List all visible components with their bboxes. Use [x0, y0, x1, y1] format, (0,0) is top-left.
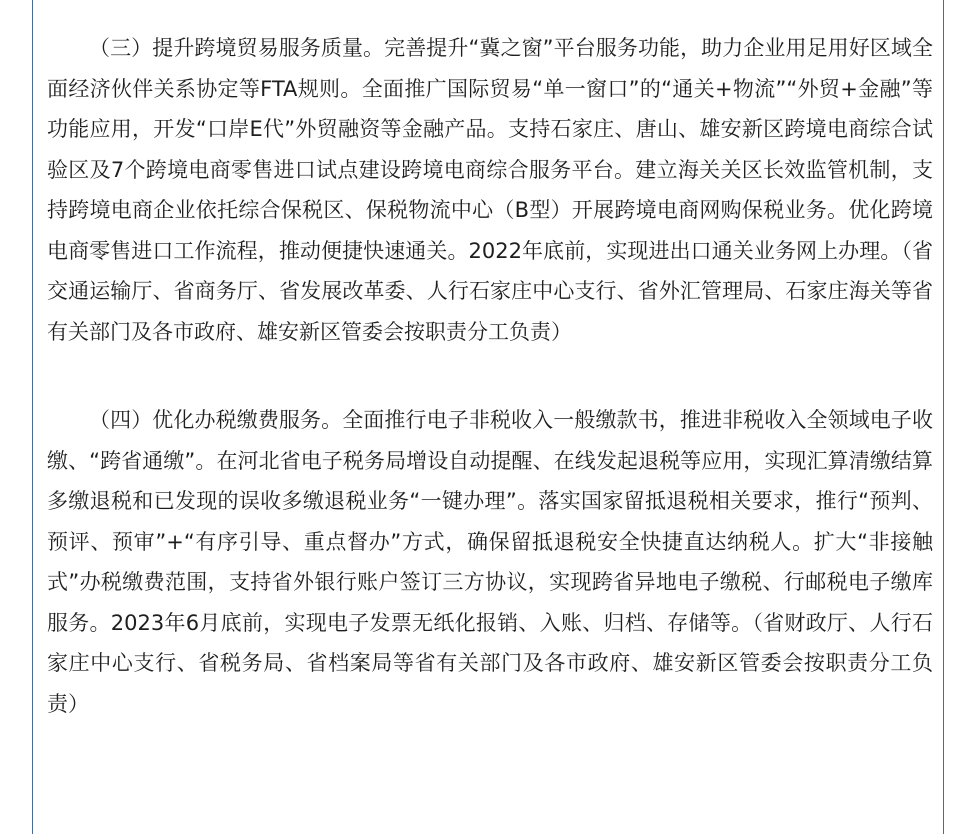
document-page: [32, 0, 944, 834]
paragraph-spacer: [47, 352, 933, 400]
paragraph-tax-payment-service: （四）优化办税缴费服务。全面推行电子非税收入一般缴款书，推进非税收入全领域电子收缴、“跨省通缴”。在河北省电子税务局增设自动提醒、在线发起退税等应用，实现汇算清缴结算多缴退税和已发现的误收多缴退税业务“一键办理”。落实国家留抵退税相关要求，推行“预判、预评、预审”+“有序引导、重点督办”方式，确保留抵退税安全快捷直达纳税人。扩大“非接触式”办税缴费范围，支持省外银行账户签订三方协议，实现跨省异地电子缴税、行邮税电子缴库服务。2023年6月底前，实现电子发票无纸化报销、入账、归档、存储等。（省财政厅、人行石家庄中心支行、省税务局、省档案局等省有关部门及各市政府、雄安新区管委会按职责分工负责）: [47, 408, 933, 716]
paragraph-cross-border-trade: （三）提升跨境贸易服务质量。完善提升“冀之窗”平台服务功能，助力企业用足用好区域全面经济伙伴关系协定等FTA规则。全面推广国际贸易“单一窗口”的“通关+物流”“外贸+金融”等功能应用，开发“口岸E代”外贸融资等金融产品。支持石家庄、唐山、雄安新区跨境电商综合试验区及7个跨境电商零售进口试点建设跨境电商综合服务平台。建立海关关区长效监管机制，支持跨境电商企业依托综合保税区、保税物流中心（B型）开展跨境电商网购保税业务。优化跨境电商零售进口工作流程，推动便捷快速通关。2022年底前，实现进出口通关业务网上办理。（省交通运输厅、省商务厅、省发展改革委、人行石家庄中心支行、省外汇管理局、石家庄海关等省有关部门及各市政府、雄安新区管委会按职责分工负责）: [47, 36, 933, 344]
document-body: [47, 28, 933, 724]
